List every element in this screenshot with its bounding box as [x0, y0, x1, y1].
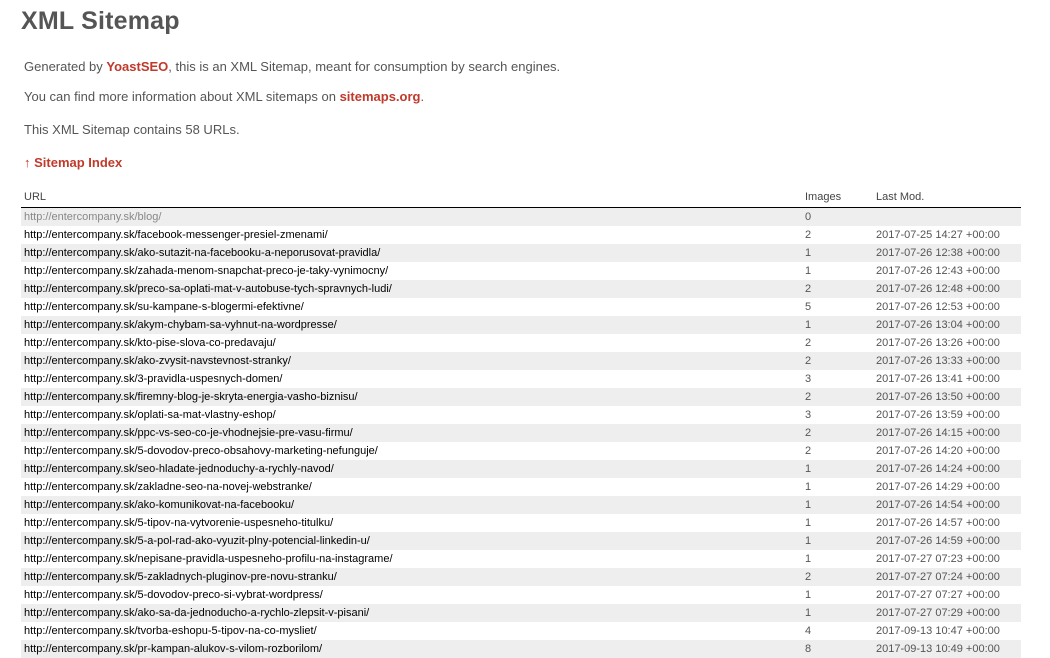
images-count-cell: 1 [805, 265, 812, 277]
images-count-cell: 2 [805, 229, 812, 241]
table-row [21, 262, 1021, 280]
more-info-prefix: You can find more information about XML sitemaps on [24, 89, 340, 104]
url-cell [21, 622, 802, 640]
more-info-suffix: . [420, 89, 425, 104]
url-cell [21, 244, 802, 262]
last-mod-cell: 2017-07-26 14:20 +00:00 [876, 445, 1000, 457]
table-row [21, 388, 1021, 406]
table-row [21, 406, 1021, 424]
table-row [21, 226, 1021, 244]
url-link[interactable]: http://entercompany.sk/firemny-blog-je-skryta-energia-vasho-biznisu/ [24, 391, 358, 403]
more-info-text [21, 89, 1021, 105]
table-row [21, 604, 1021, 622]
last-mod-cell [873, 208, 1021, 227]
images-count-cell: 2 [802, 352, 873, 370]
images-count-cell: 1 [802, 244, 873, 262]
images-count-cell: 2 [805, 445, 812, 457]
column-header-images: Images [802, 190, 873, 208]
url-link[interactable]: http://entercompany.sk/blog/ [24, 211, 162, 223]
url-cell [21, 406, 802, 424]
url-link[interactable]: http://entercompany.sk/preco-sa-oplati-mat-v-autobuse-tych-spravnych-ludi/ [24, 283, 392, 295]
table-row [21, 316, 1021, 334]
url-cell [21, 280, 802, 298]
table-row [21, 442, 1021, 460]
table-row [21, 280, 1021, 298]
sitemaps-org-link[interactable]: sitemaps.org [339, 89, 421, 104]
url-cell [21, 550, 802, 568]
column-header-url: URL [21, 190, 802, 208]
url-cell [21, 298, 802, 316]
sitemap-table [21, 190, 1021, 658]
images-count-cell: 1 [802, 604, 873, 622]
url-cell [21, 388, 802, 406]
sitemap-index-link[interactable]: ↑ Sitemap Index [24, 155, 123, 170]
url-link[interactable]: http://entercompany.sk/5-a-pol-rad-ako-vyuzit-plny-potencial-linkedin-u/ [24, 535, 370, 547]
images-count-cell: 1 [802, 496, 873, 514]
last-mod-cell: 2017-09-13 10:47 +00:00 [876, 625, 1000, 637]
url-link[interactable]: http://entercompany.sk/5-tipov-na-vytvorenie-uspesneho-titulku/ [24, 517, 334, 529]
url-cell [21, 442, 802, 460]
table-row [21, 244, 1021, 262]
url-link[interactable]: http://entercompany.sk/ppc-vs-seo-co-je-vhodnejsie-pre-vasu-firmu/ [24, 427, 353, 439]
url-link[interactable]: http://entercompany.sk/seo-hladate-jednoduchy-a-rychly-navod/ [24, 463, 334, 475]
last-mod-cell: 2017-07-26 13:26 +00:00 [876, 337, 1000, 349]
table-row [21, 334, 1021, 352]
url-link[interactable]: http://entercompany.sk/zahada-menom-snapchat-preco-je-taky-vynimocny/ [24, 265, 389, 277]
url-cell [21, 262, 802, 280]
column-header-last-mod: Last Mod. [873, 190, 1021, 208]
table-row [21, 478, 1021, 496]
images-count-cell: 1 [802, 532, 873, 550]
url-link[interactable]: http://entercompany.sk/ako-zvysit-navstevnost-stranky/ [24, 355, 291, 367]
table-row [21, 640, 1021, 658]
images-count-cell: 5 [805, 301, 812, 313]
generated-by-prefix: Generated by [24, 59, 107, 74]
last-mod-cell: 2017-07-26 12:48 +00:00 [873, 280, 1021, 298]
table-row [21, 424, 1021, 442]
images-count-cell: 2 [802, 424, 873, 442]
images-count-cell: 2 [802, 568, 873, 586]
url-link[interactable]: http://entercompany.sk/kto-pise-slova-co-predavaju/ [24, 337, 276, 349]
table-row [21, 514, 1021, 532]
table-header-row [21, 190, 1021, 208]
last-mod-cell: 2017-07-26 14:29 +00:00 [876, 481, 1000, 493]
last-mod-cell: 2017-07-26 13:41 +00:00 [876, 373, 1000, 385]
last-mod-cell: 2017-07-26 13:50 +00:00 [873, 388, 1021, 406]
last-mod-cell: 2017-07-26 13:04 +00:00 [873, 316, 1021, 334]
table-row [21, 352, 1021, 370]
generated-by-suffix: , this is an XML Sitemap, meant for consumption by search engines. [168, 59, 561, 74]
url-link[interactable]: http://entercompany.sk/5-zakladnych-pluginov-pre-novu-stranku/ [24, 571, 337, 583]
images-count-cell: 1 [805, 517, 812, 529]
url-cell [21, 316, 802, 334]
last-mod-cell: 2017-07-27 07:24 +00:00 [873, 568, 1021, 586]
url-link[interactable]: http://entercompany.sk/pr-kampan-alukov-s-vilom-rozborilom/ [24, 643, 323, 655]
url-link[interactable]: http://entercompany.sk/ako-sa-da-jednoducho-a-rychlo-zlepsit-v-pisani/ [24, 607, 370, 619]
last-mod-cell: 2017-07-26 12:43 +00:00 [876, 265, 1000, 277]
url-cell [21, 370, 802, 388]
last-mod-cell: 2017-07-26 12:38 +00:00 [873, 244, 1021, 262]
last-mod-cell: 2017-07-26 12:53 +00:00 [876, 301, 1000, 313]
images-count-cell: 2 [805, 337, 812, 349]
url-cell [21, 640, 802, 658]
sitemap-content [21, 0, 1021, 658]
url-cell [21, 226, 802, 244]
images-count-cell: 1 [805, 589, 812, 601]
images-count-cell: 8 [802, 640, 873, 658]
table-row [21, 532, 1021, 550]
last-mod-cell: 2017-07-26 14:15 +00:00 [873, 424, 1021, 442]
url-link[interactable]: http://entercompany.sk/ako-sutazit-na-facebooku-a-neporusovat-pravidla/ [24, 247, 381, 259]
url-link[interactable]: http://entercompany.sk/zakladne-seo-na-novej-webstranke/ [24, 481, 312, 493]
images-count-cell: 3 [805, 373, 812, 385]
images-count-cell: 1 [802, 316, 873, 334]
table-row [21, 298, 1021, 316]
url-link[interactable]: http://entercompany.sk/5-dovodov-preco-si-vybrat-wordpress/ [24, 589, 323, 601]
url-cell [21, 586, 802, 604]
url-link[interactable]: http://entercompany.sk/tvorba-eshopu-5-tipov-na-co-mysliet/ [24, 625, 317, 637]
url-link[interactable]: http://entercompany.sk/5-dovodov-preco-obsahovy-marketing-nefunguje/ [24, 445, 378, 457]
last-mod-cell: 2017-07-26 13:59 +00:00 [876, 409, 1000, 421]
url-link[interactable]: http://entercompany.sk/akym-chybam-sa-vyhnut-na-wordpresse/ [24, 319, 337, 331]
last-mod-cell: 2017-09-13 10:49 +00:00 [873, 640, 1021, 658]
url-cell [21, 604, 802, 622]
sitemap-index-paragraph [21, 155, 1021, 171]
last-mod-cell: 2017-07-26 14:54 +00:00 [873, 496, 1021, 514]
images-count-cell: 2 [802, 388, 873, 406]
images-count-cell: 4 [805, 625, 812, 637]
url-link[interactable]: http://entercompany.sk/su-kampane-s-blogermi-efektivne/ [24, 301, 304, 313]
url-cell [21, 352, 802, 370]
url-link[interactable]: http://entercompany.sk/facebook-messenger-presiel-zmenami/ [24, 229, 328, 241]
url-cell [21, 478, 802, 496]
last-mod-cell: 2017-07-26 13:33 +00:00 [873, 352, 1021, 370]
url-cell [21, 460, 802, 478]
url-cell [21, 208, 802, 227]
url-link[interactable]: http://entercompany.sk/nepisane-pravidla-uspesneho-profilu-na-instagrame/ [24, 553, 393, 565]
last-mod-cell: 2017-07-25 14:27 +00:00 [876, 229, 1000, 241]
generated-by-text [21, 59, 1021, 75]
table-row [21, 496, 1021, 514]
table-row [21, 370, 1021, 388]
url-link[interactable]: http://entercompany.sk/oplati-sa-mat-vlastny-eshop/ [24, 409, 276, 421]
url-cell [21, 532, 802, 550]
last-mod-cell: 2017-07-27 07:27 +00:00 [876, 589, 1000, 601]
table-row [21, 622, 1021, 640]
page-title: XML Sitemap [21, 7, 180, 35]
images-count-cell: 3 [805, 409, 812, 421]
last-mod-cell: 2017-07-26 14:24 +00:00 [873, 460, 1021, 478]
table-row [21, 208, 1021, 227]
yoastseo-link[interactable]: YoastSEO [106, 59, 169, 74]
url-count-text: This XML Sitemap contains 58 URLs. [24, 122, 240, 137]
images-count-cell: 1 [802, 460, 873, 478]
table-row [21, 568, 1021, 586]
last-mod-cell: 2017-07-27 07:29 +00:00 [873, 604, 1021, 622]
last-mod-cell: 2017-07-27 07:23 +00:00 [876, 553, 1000, 565]
url-cell [21, 334, 802, 352]
images-count-cell: 0 [802, 208, 873, 227]
url-cell [21, 514, 802, 532]
table-row [21, 586, 1021, 604]
table-row [21, 550, 1021, 568]
images-count-cell: 2 [802, 280, 873, 298]
url-link[interactable]: http://entercompany.sk/3-pravidla-uspesnych-domen/ [24, 373, 283, 385]
table-row [21, 460, 1021, 478]
url-cell [21, 424, 802, 442]
url-link[interactable]: http://entercompany.sk/ako-komunikovat-na-facebooku/ [24, 499, 295, 511]
last-mod-cell: 2017-07-26 14:59 +00:00 [873, 532, 1021, 550]
last-mod-cell: 2017-07-26 14:57 +00:00 [876, 517, 1000, 529]
images-count-cell: 1 [805, 553, 812, 565]
images-count-cell: 1 [805, 481, 812, 493]
url-cell [21, 568, 802, 586]
url-cell [21, 496, 802, 514]
